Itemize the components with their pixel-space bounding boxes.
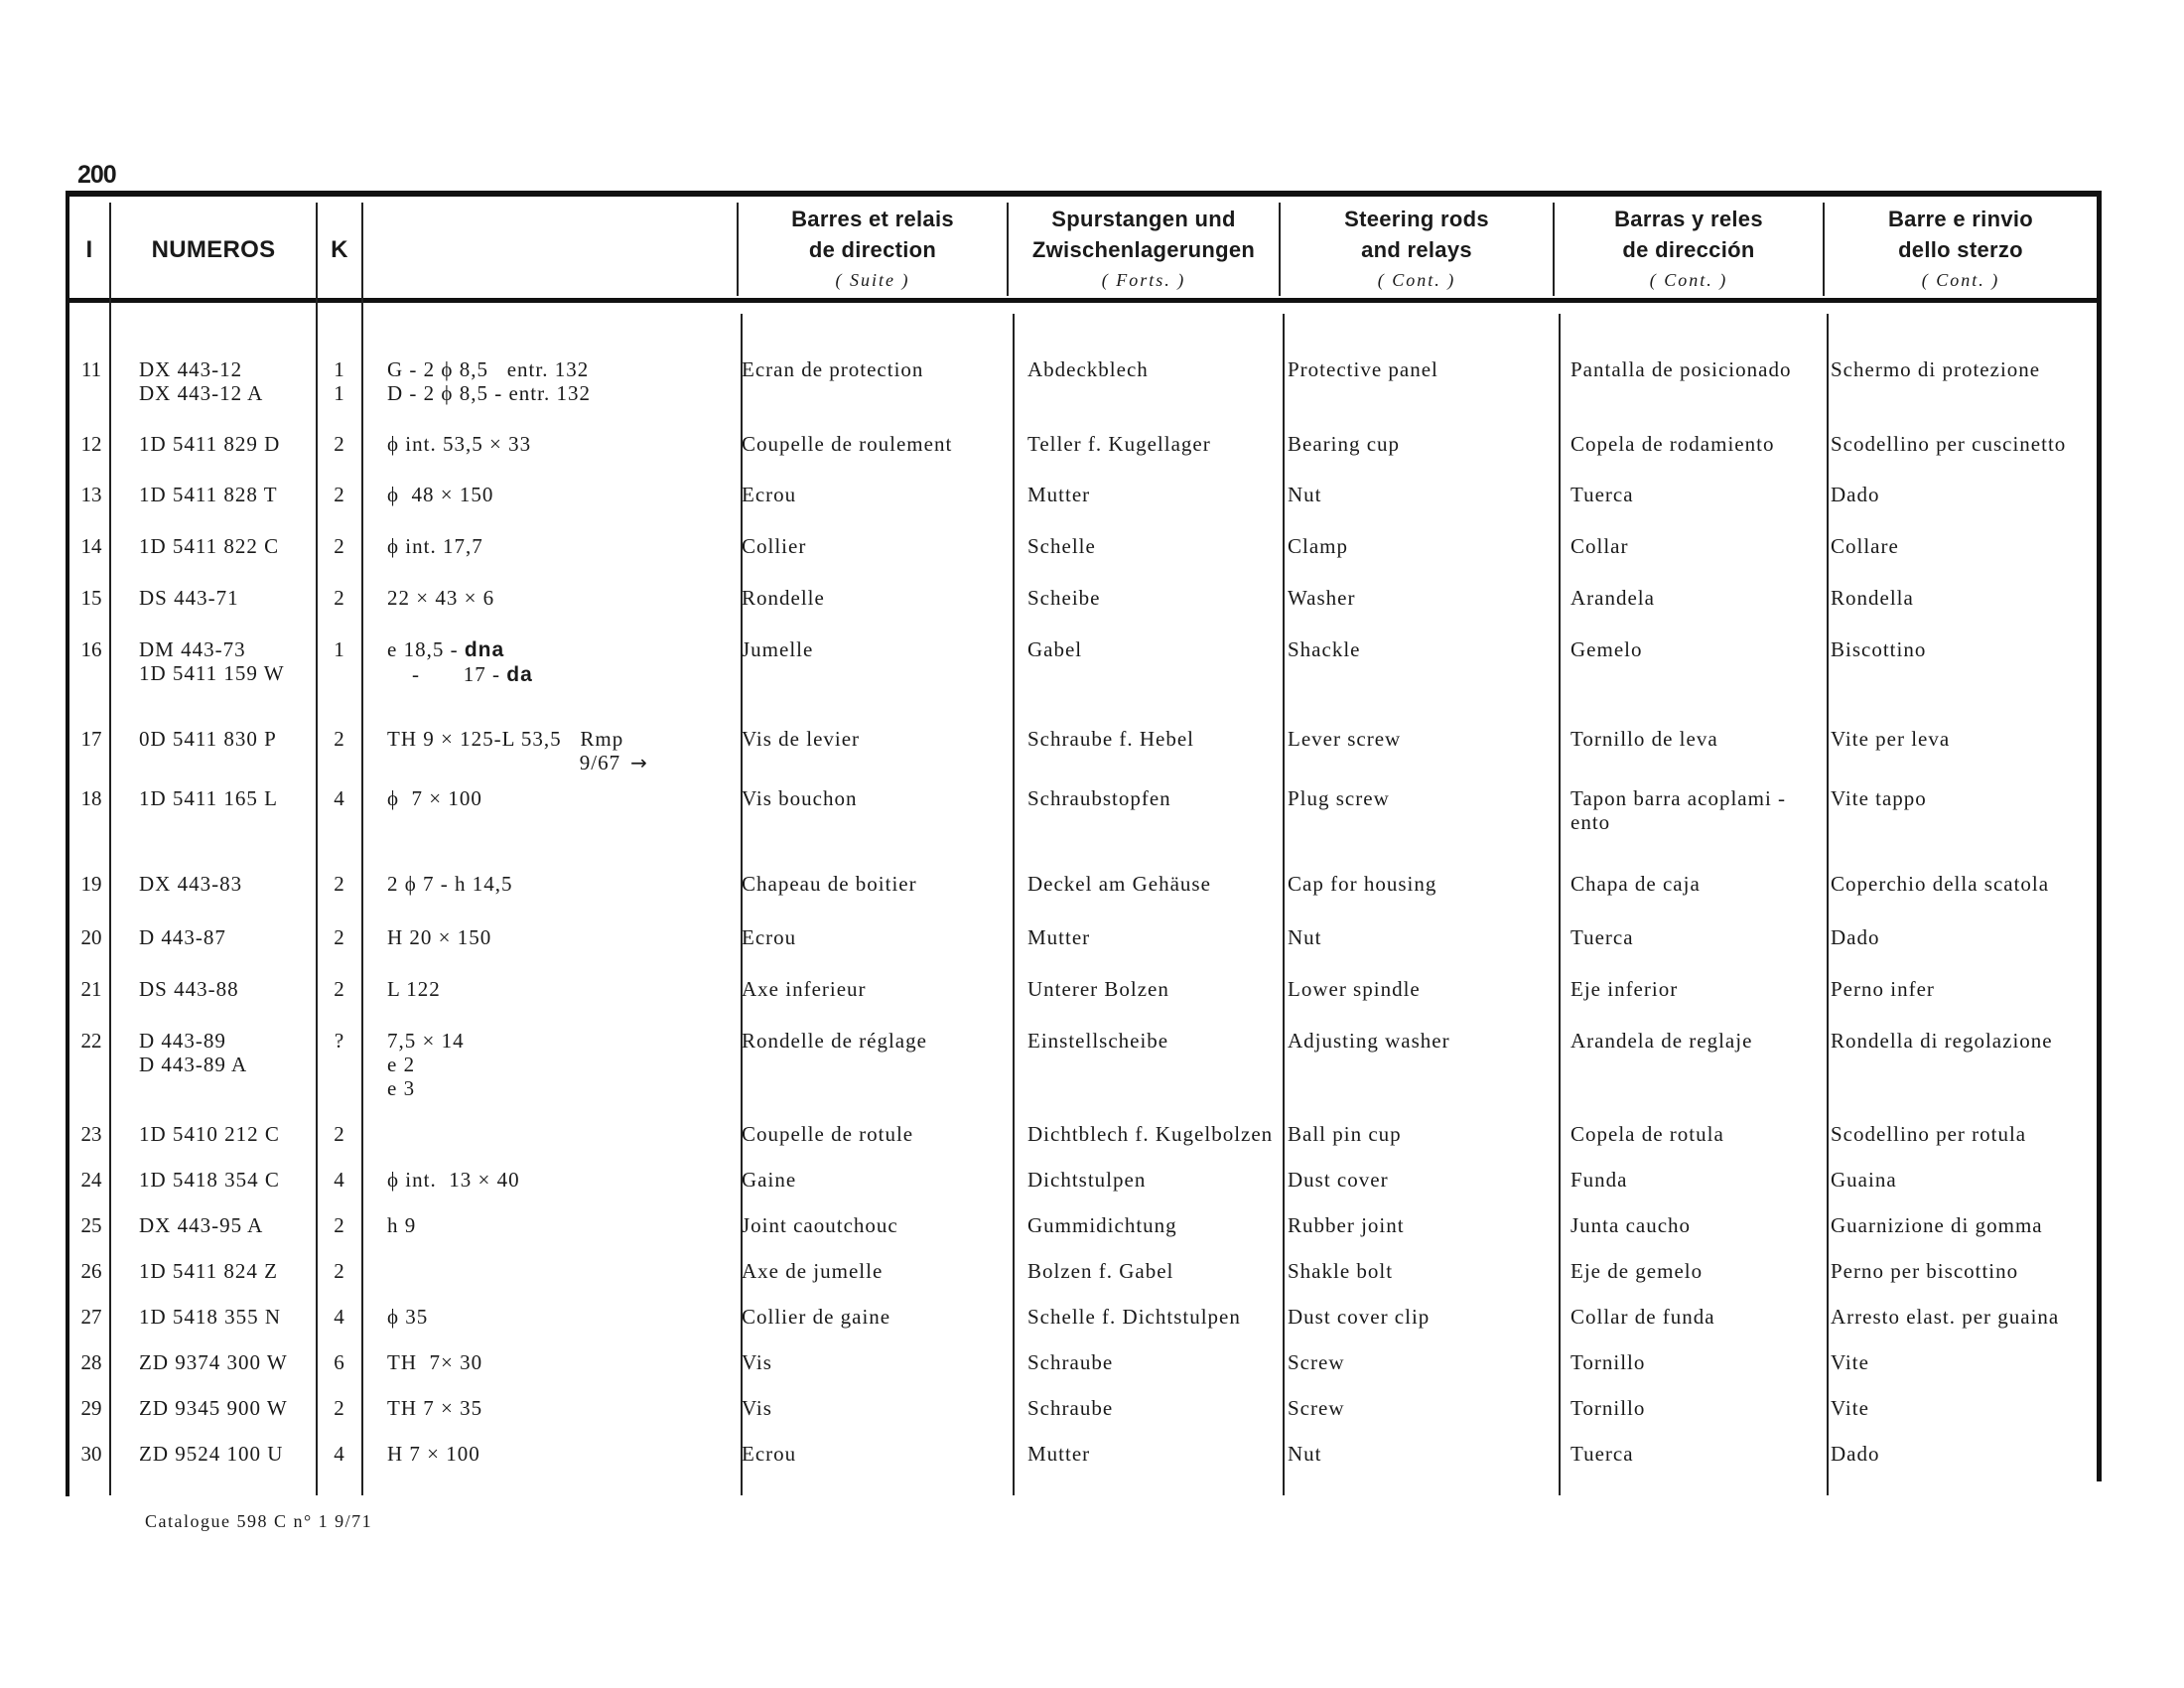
dimensions xyxy=(387,1396,730,1420)
description-spanish: Pantalla de posicionado xyxy=(1570,357,1792,381)
description-german: Schraube xyxy=(1027,1396,1114,1420)
quantity xyxy=(320,1029,359,1053)
page-number: 200 xyxy=(77,161,116,189)
part-numbers xyxy=(139,1396,313,1420)
part-number: ZD 9374 300 W xyxy=(139,1350,288,1374)
description-german: Schraube f. Hebel xyxy=(1027,727,1195,751)
quantity xyxy=(320,1305,359,1329)
quantity xyxy=(320,925,359,949)
description-french: Coupelle de roulement xyxy=(742,432,953,456)
part-numbers xyxy=(139,727,313,751)
part-number: DS 443-71 xyxy=(139,586,239,610)
quantity-value: 4 xyxy=(334,1168,345,1192)
description-english: Clamp xyxy=(1288,534,1348,558)
dimension-text: TH 7 × 35 xyxy=(387,1396,483,1420)
description-french: Ecrou xyxy=(742,483,797,506)
quantity-value: 2 xyxy=(334,1213,345,1237)
description-spanish: Junta caucho xyxy=(1570,1213,1692,1237)
arrow-right-icon: → xyxy=(630,751,648,774)
quantity xyxy=(320,1168,359,1192)
description-spanish: Funda xyxy=(1570,1168,1628,1192)
quantity-value: 2 xyxy=(334,483,345,506)
dimensions xyxy=(387,1305,730,1329)
description-german: Schelle f. Dichtstulpen xyxy=(1027,1305,1241,1329)
description-spanish: Arandela de reglaje xyxy=(1570,1029,1753,1053)
description-spanish: Eje inferior xyxy=(1570,977,1679,1001)
part-numbers xyxy=(139,1122,313,1146)
part-number: D 443-89 A xyxy=(139,1053,248,1076)
dimensions xyxy=(387,1213,730,1237)
dimension-text: L 122 xyxy=(387,977,441,1001)
description-french: Ecran de protection xyxy=(742,357,924,381)
description-german: Unterer Bolzen xyxy=(1027,977,1169,1001)
row-index: 14 xyxy=(80,534,102,558)
dimension-text: 9/67 xyxy=(387,751,621,774)
header-french xyxy=(739,203,1007,296)
dimension-suffix: dna xyxy=(464,638,505,661)
description-spanish: Copela de rodamiento xyxy=(1570,432,1775,456)
description-french: Chapeau de boitier xyxy=(742,872,917,896)
description-english: Dust cover xyxy=(1288,1168,1389,1192)
part-numbers xyxy=(139,925,313,949)
part-numbers xyxy=(139,586,313,610)
description-italian: Dado xyxy=(1831,1442,1880,1466)
description-english: Ball pin cup xyxy=(1288,1122,1402,1146)
description-italian: Scodellino per rotula xyxy=(1831,1122,2027,1146)
part-numbers xyxy=(139,1168,313,1192)
row-index: 15 xyxy=(80,586,102,610)
description-english: Screw xyxy=(1288,1350,1345,1374)
description-italian: Perno per biscottino xyxy=(1831,1259,2019,1283)
description-italian: Vite xyxy=(1831,1350,1869,1374)
part-number: DX 443-12 A xyxy=(139,381,264,405)
quantity-value: 1 xyxy=(334,637,345,661)
part-numbers xyxy=(139,1442,313,1466)
column-divider xyxy=(1827,314,1829,1495)
description-spanish: Tornillo de leva xyxy=(1570,727,1718,751)
description-english: Adjusting washer xyxy=(1288,1029,1450,1053)
header-sub: ( Forts. ) xyxy=(1101,269,1186,290)
quantity xyxy=(320,1350,359,1374)
dimensions xyxy=(387,357,730,405)
description-english: Nut xyxy=(1288,925,1322,949)
row-index: 12 xyxy=(80,432,102,456)
quantity xyxy=(320,727,359,751)
description-german: Schraubstopfen xyxy=(1027,786,1171,810)
dimension-text: TH 9 × 125-L 53,5 Rmp xyxy=(387,727,624,751)
description-spanish: Eje de gemelo xyxy=(1570,1259,1704,1283)
header-line: Barre e rinvio xyxy=(1887,206,2034,231)
dimensions xyxy=(387,1168,730,1192)
row-index: 19 xyxy=(80,872,102,896)
dimensions xyxy=(387,727,730,774)
dimension-text: ϕ int. 17,7 xyxy=(387,534,483,558)
header-line: dello sterzo xyxy=(1898,236,2023,262)
quantity xyxy=(320,977,359,1001)
description-german: Schelle xyxy=(1027,534,1096,558)
part-numbers xyxy=(139,1029,313,1076)
header-sub: ( Cont. ) xyxy=(1377,269,1456,290)
description-spanish: Arandela xyxy=(1570,586,1655,610)
quantity-value: 4 xyxy=(334,786,345,810)
description-italian: Dado xyxy=(1831,483,1880,506)
dimension-text: 2 ϕ 7 - h 14,5 xyxy=(387,872,513,896)
header-sub: ( Cont. ) xyxy=(1921,269,2000,290)
description-english: Cap for housing xyxy=(1288,872,1437,896)
column-divider xyxy=(1013,314,1015,1495)
part-number: 1D 5418 355 N xyxy=(139,1305,282,1329)
header-sub: ( Cont. ) xyxy=(1649,269,1728,290)
dimensions xyxy=(387,786,730,810)
description-italian: Collare xyxy=(1831,534,1899,558)
quantity xyxy=(320,357,359,405)
quantity xyxy=(320,432,359,456)
part-numbers xyxy=(139,977,313,1001)
header-english xyxy=(1281,203,1553,296)
part-numbers xyxy=(139,534,313,558)
column-divider xyxy=(1559,314,1561,1495)
dimension-text: - 17 - xyxy=(387,662,507,686)
header-line: Zwischenlagerungen xyxy=(1031,236,1256,262)
description-english: Shackle xyxy=(1288,637,1361,661)
header-spanish xyxy=(1555,203,1823,296)
dimensions xyxy=(387,1350,730,1374)
description-italian: Vite per leva xyxy=(1831,727,1951,751)
dimension-text: ϕ 7 × 100 xyxy=(387,786,482,810)
header-line: Barras y reles xyxy=(1614,206,1763,231)
part-number: 1D 5411 822 C xyxy=(139,534,280,558)
description-italian: Rondella xyxy=(1831,586,1914,610)
header-line: Steering rods xyxy=(1344,206,1489,231)
part-numbers xyxy=(139,1350,313,1374)
description-german: Einstellscheibe xyxy=(1027,1029,1169,1053)
quantity-value: 4 xyxy=(334,1305,345,1329)
description-french: Gaine xyxy=(742,1168,797,1192)
dimensions xyxy=(387,637,730,687)
quantity-value: 2 xyxy=(334,432,345,456)
description-spanish: Tornillo xyxy=(1570,1350,1646,1374)
dimensions xyxy=(387,977,730,1001)
row-index: 27 xyxy=(80,1305,102,1329)
column-divider xyxy=(316,203,318,1495)
description-italian: Guarnizione di gomma xyxy=(1831,1213,2043,1237)
part-number: DS 443-88 xyxy=(139,977,239,1001)
part-number: ZD 9524 100 U xyxy=(139,1442,284,1466)
row-index: 13 xyxy=(80,483,102,506)
table-left-border xyxy=(66,191,69,1496)
description-french: Ecrou xyxy=(742,925,797,949)
description-italian: Vite xyxy=(1831,1396,1869,1420)
description-french: Vis de levier xyxy=(742,727,861,751)
dimension-text: D - 2 ϕ 8,5 - entr. 132 xyxy=(387,381,591,405)
description-german: Dichtstulpen xyxy=(1027,1168,1147,1192)
description-french: Ecrou xyxy=(742,1442,797,1466)
quantity xyxy=(320,586,359,610)
quantity-value: 1 xyxy=(334,381,345,405)
quantity xyxy=(320,637,359,661)
description-italian: Scodellino per cuscinetto xyxy=(1831,432,2067,456)
description-english: Rubber joint xyxy=(1288,1213,1405,1237)
quantity-value: 2 xyxy=(334,727,345,751)
dimension-text: H 20 × 150 xyxy=(387,925,492,949)
header-line: Barres et relais xyxy=(791,206,954,231)
description-french: Axe inferieur xyxy=(742,977,867,1001)
description-english: Protective panel xyxy=(1288,357,1438,381)
part-number: 1D 5411 824 Z xyxy=(139,1259,278,1283)
column-divider xyxy=(361,203,363,1495)
part-numbers xyxy=(139,872,313,896)
part-numbers xyxy=(139,637,313,685)
part-number: DM 443-73 xyxy=(139,637,246,661)
description-german: Mutter xyxy=(1027,925,1091,949)
row-index: 17 xyxy=(80,727,102,751)
description-english: Bearing cup xyxy=(1288,432,1401,456)
quantity-value: 2 xyxy=(334,925,345,949)
dimensions xyxy=(387,925,730,949)
description-english: Plug screw xyxy=(1288,786,1390,810)
part-number: D 443-89 xyxy=(139,1029,226,1053)
column-divider xyxy=(1283,314,1285,1495)
dimension-text: ϕ 35 xyxy=(387,1305,429,1329)
description-french: Joint caoutchouc xyxy=(742,1213,898,1237)
part-numbers xyxy=(139,483,313,506)
description-spanish: Collar de funda xyxy=(1570,1305,1715,1329)
description-spanish: Tornillo xyxy=(1570,1396,1646,1420)
description-italian: Perno infer xyxy=(1831,977,1935,1001)
description-english: Lever screw xyxy=(1288,727,1402,751)
dimension-text: H 7 × 100 xyxy=(387,1442,480,1466)
quantity xyxy=(320,1259,359,1283)
header-line: de direction xyxy=(808,236,937,262)
description-spanish: Chapa de caja xyxy=(1570,872,1701,896)
column-divider xyxy=(109,203,111,1495)
part-number: DX 443-12 xyxy=(139,357,243,381)
description-spanish: Tuerca xyxy=(1570,925,1634,949)
dimension-text: ϕ int. 53,5 × 33 xyxy=(387,432,532,456)
quantity-value: 2 xyxy=(334,1259,345,1283)
dimensions xyxy=(387,483,730,506)
row-index: 18 xyxy=(80,786,102,810)
header-numeros: NUMEROS xyxy=(151,235,276,263)
quantity-value: 4 xyxy=(334,1442,345,1466)
description-german: Teller f. Kugellager xyxy=(1027,432,1211,456)
dimension-text: ϕ int. 13 × 40 xyxy=(387,1168,520,1192)
dimension-text: G - 2 ϕ 8,5 entr. 132 xyxy=(387,357,590,381)
part-number: 0D 5411 830 P xyxy=(139,727,277,751)
row-index: 21 xyxy=(80,977,102,1001)
description-german: Scheibe xyxy=(1027,586,1101,610)
description-french: Vis xyxy=(742,1396,772,1420)
description-spanish: Tuerca xyxy=(1570,483,1634,506)
part-number: DX 443-83 xyxy=(139,872,243,896)
part-numbers xyxy=(139,786,313,810)
header-italian xyxy=(1825,203,2097,296)
quantity-value: 2 xyxy=(334,977,345,1001)
description-french: Axe de jumelle xyxy=(742,1259,884,1283)
row-index: 23 xyxy=(80,1122,102,1146)
description-german: Dichtblech f. Kugelbolzen xyxy=(1027,1122,1274,1146)
dimensions xyxy=(387,1442,730,1466)
dimension-text: e 3 xyxy=(387,1076,416,1100)
description-german: Gabel xyxy=(1027,637,1083,661)
dimension-suffix: da xyxy=(506,663,533,686)
part-numbers xyxy=(139,1259,313,1283)
part-numbers xyxy=(139,432,313,456)
description-german: Mutter xyxy=(1027,483,1091,506)
row-index: 16 xyxy=(80,637,102,661)
description-german: Deckel am Gehäuse xyxy=(1027,872,1211,896)
description-italian: Guaina xyxy=(1831,1168,1897,1192)
row-index: 22 xyxy=(80,1029,102,1053)
description-german: Mutter xyxy=(1027,1442,1091,1466)
description-french: Jumelle xyxy=(742,637,814,661)
dimension-text: h 9 xyxy=(387,1213,417,1237)
quantity-value: 2 xyxy=(334,1122,345,1146)
description-italian: Schermo di protezione xyxy=(1831,357,2041,381)
quantity-value: 2 xyxy=(334,1396,345,1420)
dimensions xyxy=(387,872,730,896)
description-french: Collier de gaine xyxy=(742,1305,891,1329)
dimension-text: 7,5 × 14 xyxy=(387,1029,465,1053)
description-french: Collier xyxy=(742,534,807,558)
description-spanish: Tapon barra acoplami - ento xyxy=(1570,786,1787,834)
quantity xyxy=(320,872,359,896)
part-number: ZD 9345 900 W xyxy=(139,1396,288,1420)
description-english: Lower spindle xyxy=(1288,977,1421,1001)
part-numbers xyxy=(139,1305,313,1329)
part-number: 1D 5411 159 W xyxy=(139,661,285,685)
part-number: 1D 5418 354 C xyxy=(139,1168,280,1192)
header-line: de dirección xyxy=(1622,236,1755,262)
quantity-value: 2 xyxy=(334,586,345,610)
description-german: Gummidichtung xyxy=(1027,1213,1177,1237)
description-italian: Biscottino xyxy=(1831,637,1927,661)
row-index: 26 xyxy=(80,1259,102,1283)
description-english: Nut xyxy=(1288,1442,1322,1466)
dimension-text: e 18,5 - xyxy=(387,637,465,661)
quantity xyxy=(320,483,359,506)
quantity xyxy=(320,534,359,558)
quantity xyxy=(320,1213,359,1237)
description-german: Schraube xyxy=(1027,1350,1114,1374)
description-french: Coupelle de rotule xyxy=(742,1122,914,1146)
dimension-text: TH 7× 30 xyxy=(387,1350,483,1374)
description-english: Shakle bolt xyxy=(1288,1259,1394,1283)
row-index: 20 xyxy=(80,925,102,949)
description-english: Nut xyxy=(1288,483,1322,506)
dimension-text: ϕ 48 × 150 xyxy=(387,483,494,506)
part-numbers xyxy=(139,357,313,405)
part-number: 1D 5410 212 C xyxy=(139,1122,280,1146)
quantity-value: 2 xyxy=(334,872,345,896)
description-spanish: Collar xyxy=(1570,534,1629,558)
description-english: Screw xyxy=(1288,1396,1345,1420)
part-number: D 443-87 xyxy=(139,925,226,949)
dimensions xyxy=(387,1029,730,1100)
dimension-text: 22 × 43 × 6 xyxy=(387,586,495,610)
header-index: I xyxy=(85,235,93,263)
quantity-value: 6 xyxy=(334,1350,345,1374)
description-spanish: Gemelo xyxy=(1570,637,1643,661)
catalogue-footer: Catalogue 598 C n° 1 9/71 xyxy=(145,1511,373,1531)
description-spanish: Tuerca xyxy=(1570,1442,1634,1466)
description-german: Abdeckblech xyxy=(1027,357,1149,381)
row-index: 11 xyxy=(80,357,102,381)
description-english: Washer xyxy=(1288,586,1356,610)
header-sub: ( Suite ) xyxy=(835,269,910,290)
header-qty: K xyxy=(331,235,348,263)
header-line: and relays xyxy=(1361,236,1472,262)
part-number: 1D 5411 829 D xyxy=(139,432,281,456)
description-french: Rondelle xyxy=(742,586,825,610)
part-numbers xyxy=(139,1213,313,1237)
description-italian: Vite tappo xyxy=(1831,786,1927,810)
quantity-value: 1 xyxy=(334,357,345,381)
dimensions xyxy=(387,586,730,610)
header-german xyxy=(1009,203,1279,296)
description-spanish: Copela de rotula xyxy=(1570,1122,1724,1146)
description-italian: Dado xyxy=(1831,925,1880,949)
row-index: 29 xyxy=(80,1396,102,1420)
description-german: Bolzen f. Gabel xyxy=(1027,1259,1174,1283)
part-number: 1D 5411 828 T xyxy=(139,483,278,506)
quantity xyxy=(320,786,359,810)
description-french: Vis xyxy=(742,1350,772,1374)
row-index: 24 xyxy=(80,1168,102,1192)
description-italian: Rondella di regolazione xyxy=(1831,1029,2053,1053)
description-french: Vis bouchon xyxy=(742,786,858,810)
header-rule xyxy=(66,298,2102,303)
table-right-border xyxy=(2097,191,2102,1481)
row-index: 28 xyxy=(80,1350,102,1374)
description-french: Rondelle de réglage xyxy=(742,1029,927,1053)
dimensions xyxy=(387,432,730,456)
header-line: Spurstangen und xyxy=(1051,206,1236,231)
row-index: 30 xyxy=(80,1442,102,1466)
dimensions xyxy=(387,534,730,558)
quantity-value: ? xyxy=(334,1029,345,1053)
description-english: Dust cover clip xyxy=(1288,1305,1431,1329)
dimension-text: e 2 xyxy=(387,1053,416,1076)
quantity xyxy=(320,1442,359,1466)
quantity-value: 2 xyxy=(334,534,345,558)
part-number: DX 443-95 A xyxy=(139,1213,264,1237)
quantity xyxy=(320,1122,359,1146)
part-number: 1D 5411 165 L xyxy=(139,786,278,810)
quantity xyxy=(320,1396,359,1420)
row-index: 25 xyxy=(80,1213,102,1237)
description-italian: Coperchio della scatola xyxy=(1831,872,2050,896)
description-italian: Arresto elast. per guaina xyxy=(1831,1305,2060,1329)
